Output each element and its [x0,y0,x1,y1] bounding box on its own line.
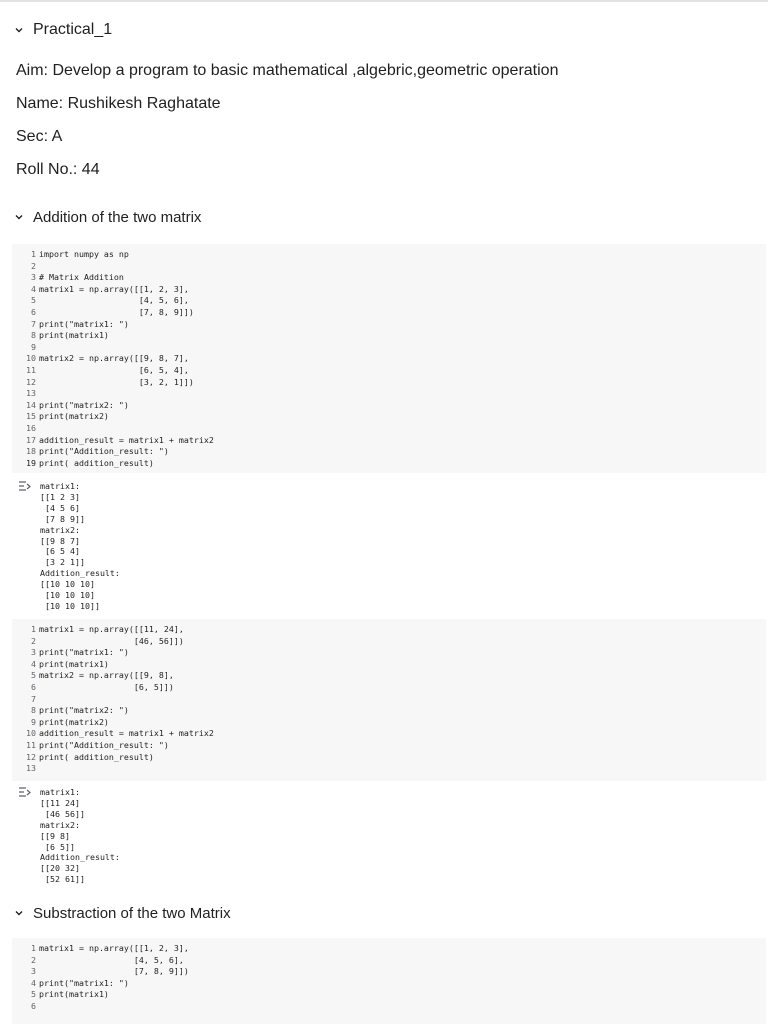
line-number: 2 [31,635,36,646]
code-cell[interactable] [12,938,766,1024]
line-number: 3 [31,272,36,283]
code-text: # Matrix Addition [39,272,124,283]
code-line [26,705,214,717]
line-number: 11 [26,739,36,750]
code-text: print("matrix1: ") [39,318,129,329]
line-number: 2 [31,954,36,965]
code-text: [6, 5, 4], [39,364,189,375]
output-text: matrix1: [[11 24] [46 56]] matrix2: [[9 8] [6 5]] Addition_result: [[20 32] [52 61]] [40,787,120,885]
code-text: [46, 56]]) [39,635,184,646]
name-text: Name: Rushikesh Raghatate [16,95,221,112]
code-line [26,647,214,659]
code-line [26,694,214,706]
line-number: 2 [31,260,36,271]
code-line [26,423,214,435]
line-number: 11 [26,364,36,375]
line-number: 1 [31,943,36,953]
code-text: print("Addition_result: ") [39,739,169,750]
code-text: [4, 5, 6], [39,954,184,965]
code-text: print("matrix1: ") [39,647,129,658]
code-line [26,989,189,1001]
code-text: [7, 8, 9]]) [39,966,189,977]
code-line [26,353,214,365]
roll-number-text: Roll No.: 44 [16,161,100,178]
line-number: 12 [26,751,36,762]
chevron-down-icon[interactable] [12,906,26,920]
line-number: 4 [31,658,36,669]
cell-output [12,781,766,887]
line-number: 1 [31,624,36,634]
code-line [26,458,214,470]
code-line [26,740,214,752]
code-line [26,249,214,261]
output-text: matrix1: [[1 2 3] [4 5 6] [7 8 9]] matrix2: [[9 8 7] [6 5 4] [3 2 1]] Addition_result: [[10 10 10] [10 10 10] [10 10 10]] [40,481,120,611]
line-number: 10 [26,353,36,364]
code-line [26,763,214,775]
code-line [26,717,214,729]
code-lines [26,943,189,1013]
code-line [26,295,214,307]
code-text: print( addition_result) [39,457,154,468]
code-line [26,955,189,967]
code-text: print("matrix1: ") [39,977,129,988]
code-line [26,342,214,354]
line-number: 9 [31,341,36,352]
line-number: 12 [26,376,36,387]
code-text: print( addition_result) [39,751,154,762]
code-line [26,1001,189,1013]
line-number: 14 [26,399,36,410]
line-number: 6 [31,681,36,692]
code-line [26,261,214,273]
line-number: 13 [26,763,36,774]
code-line [26,659,214,671]
code-text: [6, 5]]) [39,681,174,692]
section-header-practical[interactable] [12,18,112,42]
code-line [26,636,214,648]
code-line [26,624,214,636]
line-number: 8 [31,705,36,716]
code-text: matrix1 = np.array([[1, 2, 3], [39,283,189,294]
code-text: matrix2 = np.array([[9, 8], [39,670,174,681]
code-line [26,446,214,458]
code-text: addition_result = matrix1 + matrix2 [39,728,214,739]
section-header-addition[interactable] [12,205,201,229]
line-number: 18 [26,446,36,457]
line-number: 5 [31,295,36,306]
code-line [26,966,189,978]
code-line [26,272,214,284]
code-line [26,284,214,296]
line-number: 4 [31,283,36,294]
code-line [26,319,214,331]
code-line [26,978,189,990]
line-number: 8 [31,330,36,341]
code-text: addition_result = matrix1 + matrix2 [39,434,214,445]
line-number: 7 [31,318,36,329]
code-cell[interactable] [12,244,766,473]
code-line [26,943,189,955]
section-title: Addition of the two matrix [33,208,202,226]
line-number: 4 [31,977,36,988]
chevron-down-icon[interactable] [12,210,26,224]
code-text: [7, 8, 9]]) [39,306,194,317]
line-number: 3 [31,966,36,977]
output-toggle-icon[interactable] [18,480,32,492]
code-text: print(matrix2) [39,411,109,422]
line-number: 3 [31,647,36,658]
line-number: 10 [26,728,36,739]
code-cell[interactable] [12,619,766,781]
code-line [26,400,214,412]
line-number: 16 [26,422,36,433]
code-text: print(matrix1) [39,989,109,1000]
code-line [26,365,214,377]
code-text: print("matrix2: ") [39,705,129,716]
code-line [26,377,214,389]
code-text: matrix1 = np.array([[1, 2, 3], [39,943,189,953]
code-text: print(matrix1) [39,330,109,341]
output-toggle-icon[interactable] [18,786,32,798]
code-line [26,682,214,694]
line-number: 5 [31,670,36,681]
line-number: 13 [26,388,36,399]
code-line [26,670,214,682]
code-text: matrix1 = np.array([[11, 24], [39,624,184,634]
code-text: [3, 2, 1]]) [39,376,194,387]
code-line [26,435,214,447]
line-number: 6 [31,1000,36,1011]
code-line [26,411,214,423]
line-number: 9 [31,716,36,727]
section-text: Sec: A [16,128,63,145]
line-number: 17 [26,434,36,445]
code-text: print(matrix2) [39,716,109,727]
code-lines [26,624,214,775]
code-text: print(matrix1) [39,658,109,669]
section-title: Substraction of the two Matrix [33,904,231,922]
line-number: 1 [31,249,36,259]
code-text: print("Addition_result: ") [39,446,169,457]
code-line [26,330,214,342]
aim-text: Aim: Develop a program to basic mathematical ,algebric,geometric operation [16,62,559,79]
code-lines [26,249,214,469]
code-text: matrix2 = np.array([[9, 8, 7], [39,353,189,364]
code-text: [4, 5, 6], [39,295,189,306]
line-number: 19 [26,457,36,468]
line-number: 6 [31,306,36,317]
cell-output [12,475,766,611]
line-number: 5 [31,989,36,1000]
section-title: Practical_1 [33,21,113,38]
code-line [26,728,214,740]
code-line [26,752,214,764]
line-number: 15 [26,411,36,422]
code-text: import numpy as np [39,249,129,259]
code-line [26,388,214,400]
chevron-down-icon[interactable] [12,23,26,37]
line-number: 7 [31,693,36,704]
code-line [26,307,214,319]
section-header-subtraction[interactable] [12,901,231,925]
top-divider [0,0,768,2]
code-text: print("matrix2: ") [39,399,129,410]
